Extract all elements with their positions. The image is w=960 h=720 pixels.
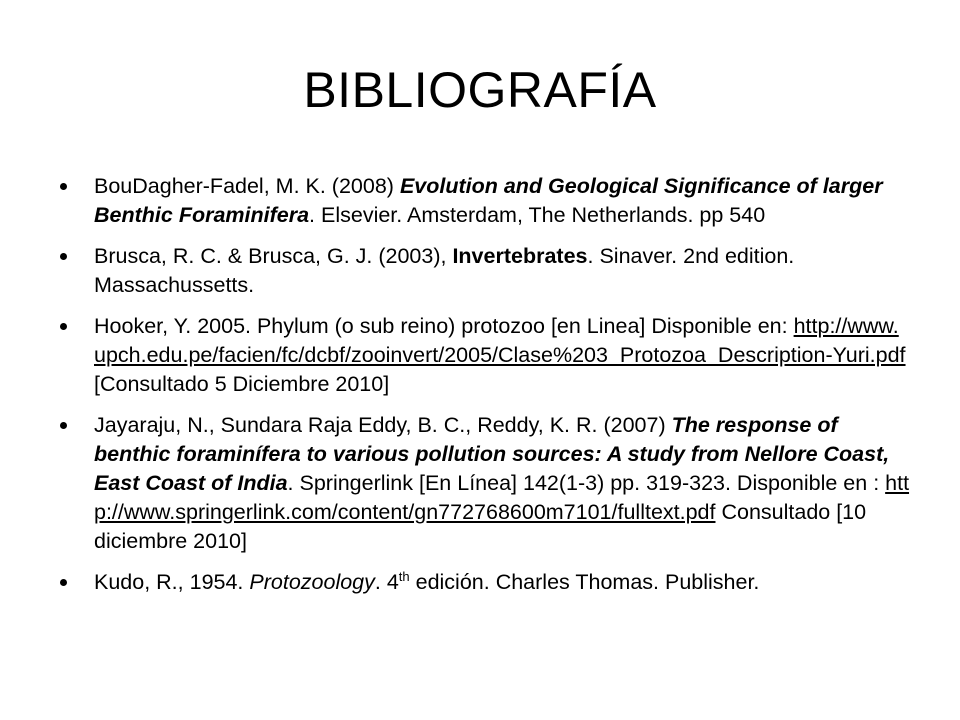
reference-link[interactable]: http://www.springerlink.com/content/gn772768600m7101/fulltext.pdf (94, 471, 910, 524)
reference-consulted: Consultado [10 diciembre 2010] (94, 500, 867, 553)
reference-title: Evolution and Geological Significance of larger Benthic Foraminifera (94, 174, 883, 227)
list-item (60, 172, 910, 230)
list-item (60, 242, 910, 300)
reference-title: Protozoology (249, 570, 375, 594)
reference-publisher: . Springerlink [En Línea] 142(1-3) pp. 319-323. Disponible en : (287, 471, 886, 495)
reference-authors: Jayaraju, N., Sundara Raja Eddy, B. C., Reddy, K. R. (2007) (94, 413, 672, 437)
list-item (60, 568, 910, 597)
reference-title: Invertebrates (452, 244, 588, 268)
reference-authors: Kudo, R., 1954. (94, 570, 250, 594)
reference-title: The response of benthic foraminífera to various pollution sources: A study from Nellore Coast, East Coast of India (94, 413, 890, 495)
list-item (60, 312, 910, 399)
reference-edition: . 4 (374, 570, 399, 594)
reference-authors: BouDagher-Fadel, M. K. (2008) (94, 174, 400, 198)
page-title: BIBLIOGRAFÍA (303, 62, 657, 118)
reference-authors: Hooker, Y. 2005. Phylum (o sub reino) protozoo [en Linea] Disponible en: (94, 314, 794, 338)
list-item (60, 411, 910, 556)
ordinal-suffix: th (398, 568, 410, 584)
reference-authors: Brusca, R. C. & Brusca, G. J. (2003), (94, 244, 453, 268)
bibliography-list (60, 172, 910, 609)
reference-consulted: [Consultado 5 Diciembre 2010] (94, 372, 390, 396)
reference-publisher: . Elsevier. Amsterdam, The Netherlands. pp 540 (309, 203, 766, 227)
reference-publisher: . Sinaver. 2nd edition. Massachussetts. (94, 244, 795, 297)
reference-publisher: edición. Charles Thomas. Publisher. (409, 570, 760, 594)
reference-link[interactable]: http://www.upch.edu.pe/facien/fc/dcbf/zooinvert/2005/Clase%203_Protozoa_Description-Yuri.pdf (94, 314, 906, 367)
